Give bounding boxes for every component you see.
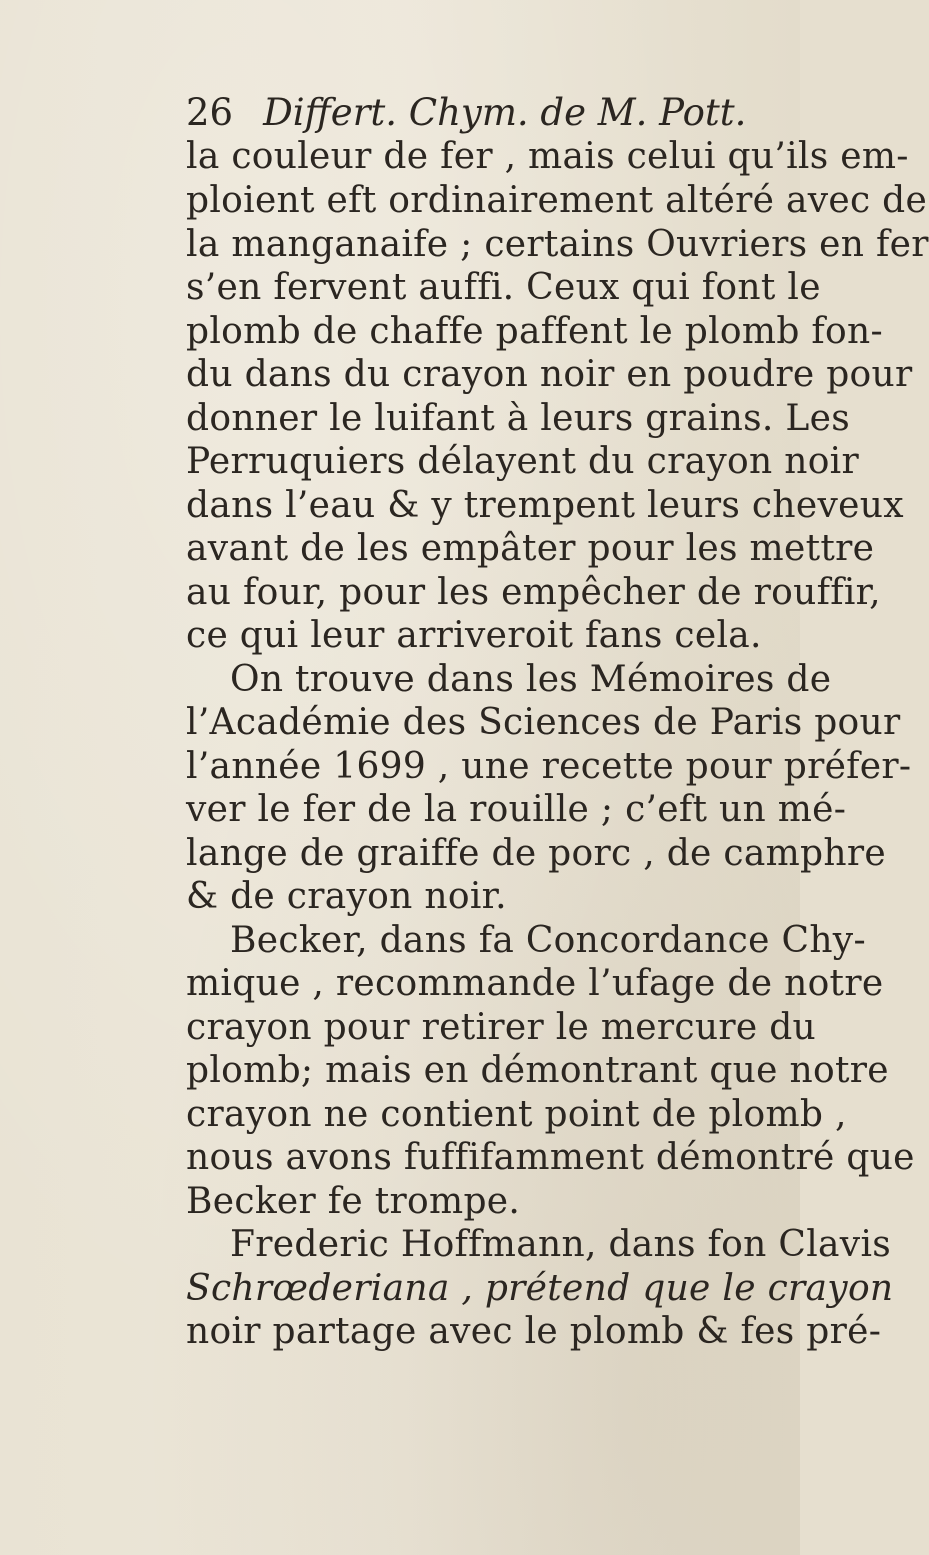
paragraph-start-line: On trouve dans les Mémoires de [230, 659, 832, 700]
text-line: crayon pour retirer le mercure du [186, 1007, 817, 1048]
text-line: Perruquiers délayent du crayon noir [186, 441, 859, 482]
text-line: l’Académie des Sciences de Paris pour [186, 702, 901, 743]
text-line: noir partage avec le plomb & fes pré- [186, 1311, 882, 1352]
paragraph-start-line: Frederic Hoffmann, dans fon Clavis [230, 1224, 892, 1265]
text-line: au four, pour les empêcher de rouffir, [186, 572, 881, 613]
text-line: avant de les empâter pour les mettre [186, 528, 875, 569]
paragraph-start-line: Becker, dans fa Concordance Chy- [230, 920, 866, 961]
text-line: dans l’eau & y trempent leurs cheveux [186, 485, 904, 526]
text-line: ce qui leur arriveroit fans cela. [186, 615, 762, 656]
text-line: donner le luifant à leurs grains. Les [186, 398, 851, 439]
text-line: plomb de chaffe paffent le plomb fon- [186, 311, 883, 352]
text-line: mique , recommande l’ufage de notre [186, 963, 884, 1004]
text-line: du dans du crayon noir en poudre pour [186, 354, 913, 395]
text-line: & de crayon noir. [186, 876, 507, 917]
text-line: Schrœderiana , prétend que le crayon [186, 1268, 894, 1309]
text-line: Becker fe trompe. [186, 1181, 521, 1222]
text-line: nous avons fuffifamment démontré que [186, 1137, 915, 1178]
text-line: ploient eft ordinairement altéré avec de [186, 180, 928, 221]
text-line: plomb; mais en démontrant que notre [186, 1050, 889, 1091]
text-line: la couleur de fer , mais celui qu’ils em- [186, 136, 909, 177]
text-line: ver le fer de la rouille ; c’eft un mé- [186, 789, 847, 830]
text-line: s’en fervent auffi. Ceux qui font le [186, 267, 821, 308]
text-line: la manganaife ; certains Ouvriers en fer [186, 224, 929, 265]
text-line: lange de graiffe de porc , de camphre [186, 833, 886, 874]
page-number: 26 [186, 91, 234, 134]
text-line: crayon ne contient point de plomb , [186, 1094, 847, 1135]
running-title: Differt. Chym. de M. Pott. [263, 91, 747, 134]
text-line: l’année 1699 , une recette pour préfer- [186, 746, 912, 787]
